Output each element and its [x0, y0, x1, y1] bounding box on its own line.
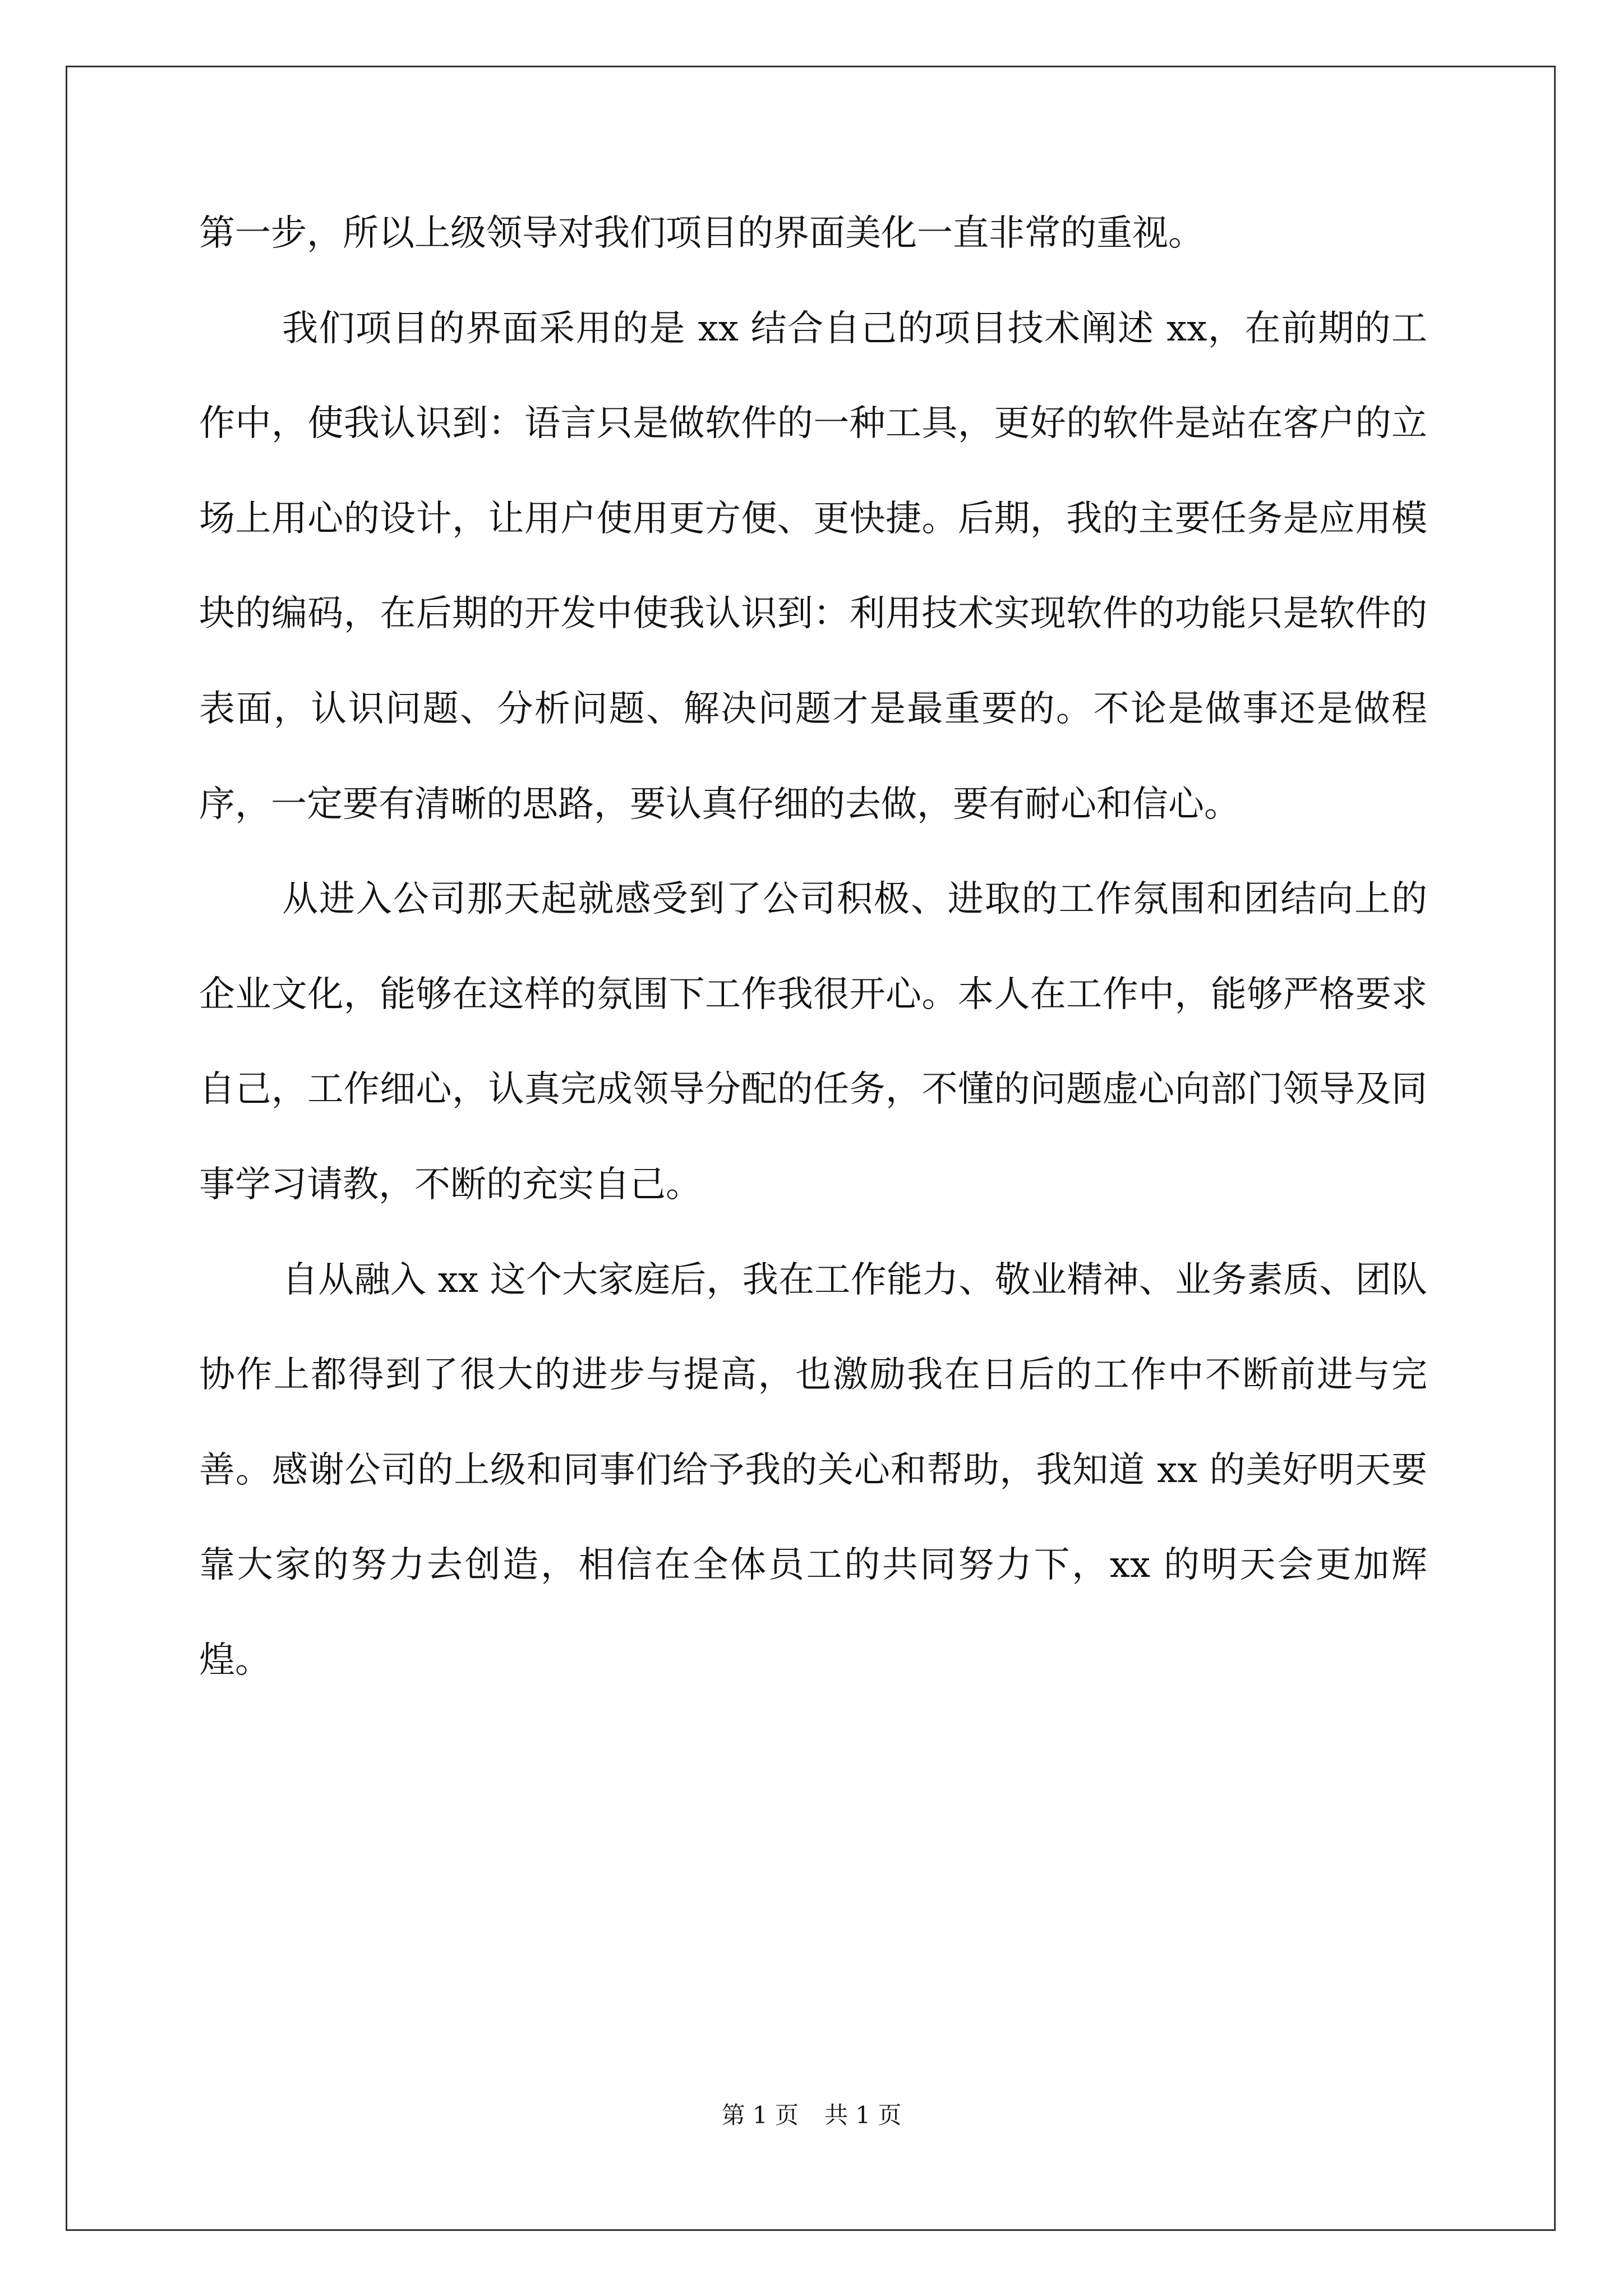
paragraph-4: 自从融入 xx 这个大家庭后，我在工作能力、敬业精神、业务素质、团队协作上都得到了很大的进步与提高，也激励我在日后的工作中不断前进与完善。感谢公司的上级和同事们给予我的关心和帮助，我知道 xx 的美好明天要靠大家的努力去创造，相信在全体员工的共同努力下，xx 的明天会更加辉煌。	[199, 1259, 1427, 1681]
paragraph-2: 我们项目的界面采用的是 xx 结合自己的项目技术阐述 xx，在前期的工作中，使我认识到：语言只是做软件的一种工具，更好的软件是站在客户的立场上用心的设计，让用户使用更方便、更快捷。后期，我的主要任务是应用模块的编码，在后期的开发中使我认识到：利用技术实现软件的功能只是软件的表面，认识问题、分析问题、解决问题才是最重要的。不论是做事还是做程序，一定要有清晰的思路，要认真仔细的去做，要有耐心和信心。	[199, 307, 1427, 825]
page-footer	[0, 2099, 1623, 2132]
document-body	[199, 186, 1427, 1709]
page-total: 共 1 页	[824, 2101, 902, 2129]
paragraph-1: 第一步，所以上级领导对我们项目的界面美化一直非常的重视。	[199, 213, 1204, 254]
paragraph-3: 从进入公司那天起就感受到了公司积极、进取的工作氛围和团结向上的企业文化，能够在这样的氛围下工作我很开心。本人在工作中，能够严格要求自己，工作细心，认真完成领导分配的任务，不懂的问题虚心向部门领导及同事学习请教，不断的充实自己。	[199, 878, 1427, 1205]
page-number: 第 1 页	[721, 2101, 799, 2129]
